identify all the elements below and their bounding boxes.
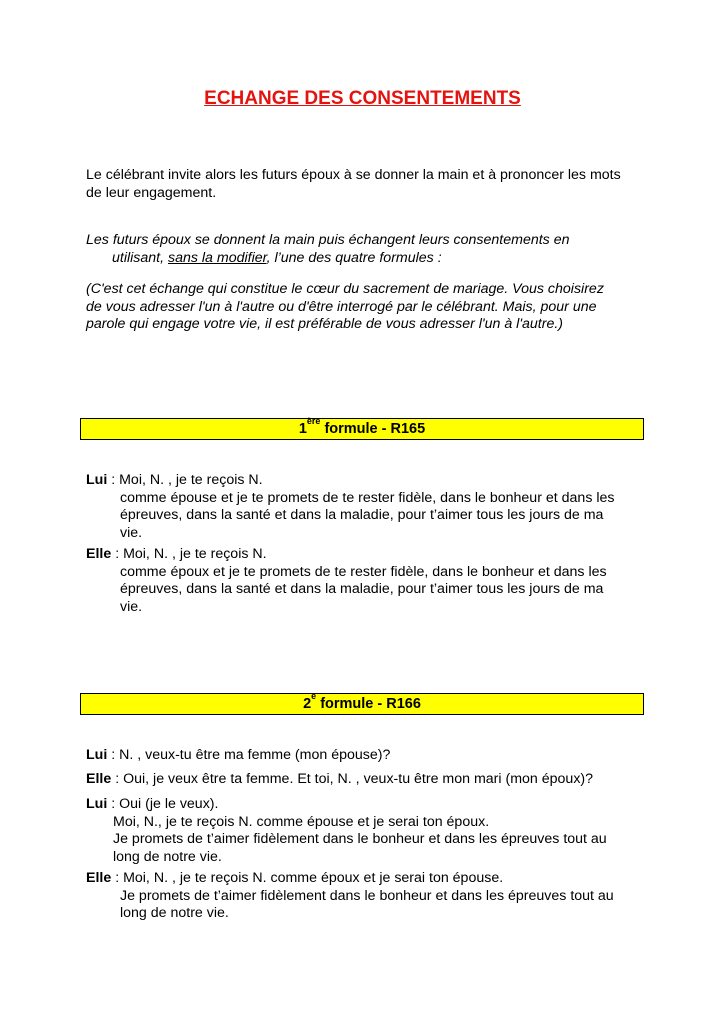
- formula1-sup: ère: [306, 416, 321, 426]
- dialogue-line: [86, 796, 218, 814]
- formula2-sup: e: [311, 691, 317, 701]
- line-text: long de notre vie.: [113, 848, 222, 865]
- line-text: : N. , veux-tu être ma femme (mon épouse)?: [107, 747, 391, 763]
- instruction-line: Les futurs époux se donnent la main puis échangent leurs consentements en: [86, 232, 570, 248]
- speaker-elle: Elle: [86, 546, 112, 562]
- dialogue-line: [86, 747, 390, 765]
- instruction-paragraph: [86, 232, 569, 267]
- lui-line: [86, 472, 263, 490]
- formula1-label: formule - R165: [320, 421, 426, 437]
- instruction-underlined: sans la modifier: [168, 249, 267, 266]
- formula2-body: [86, 747, 666, 927]
- line-text: : Moi, N. , je te reçois N.: [111, 546, 267, 562]
- line-text: comme épouse et je te promets de te rester fidèle, dans le bonheur et dans les: [120, 489, 615, 506]
- line-text: : Oui (je le veux).: [107, 796, 219, 812]
- intro-paragraph: [86, 167, 621, 202]
- line-text: : Oui, je veux être ta femme. Et toi, N. , veux-tu être mon mari (mon époux)?: [111, 771, 594, 787]
- line-text: long de notre vie.: [120, 905, 229, 921]
- dialogue-line: [86, 870, 503, 888]
- speaker-elle: Elle: [86, 771, 112, 787]
- line-text: : Moi, N. , je te reçois N. comme époux et je serai ton épouse.: [111, 870, 504, 886]
- formula2-number: 2: [303, 696, 312, 712]
- line-text: : Moi, N. , je te reçois N.: [107, 472, 263, 488]
- formula2-header: [80, 693, 644, 715]
- dialogue-line: [86, 771, 593, 789]
- instruction-text: , l’une des quatre formules :: [266, 249, 442, 266]
- instruction-text: utilisant,: [112, 249, 168, 266]
- page-title: ECHANGE DES CONSENTEMENTS: [204, 88, 521, 109]
- instruction-line: [86, 250, 569, 268]
- formula1-number: 1: [298, 421, 307, 437]
- line-text: vie.: [120, 598, 143, 615]
- line-text: Je promets de t’aimer fidèlement dans le bonheur et dans les épreuves tout au: [120, 887, 614, 904]
- intro-line: Le célébrant invite alors les futurs époux à se donner la main et à prononcer les mots: [86, 167, 621, 183]
- speaker-elle: Elle: [86, 870, 112, 886]
- speaker-lui: Lui: [86, 747, 108, 763]
- line-text: Je promets de t’aimer fidèlement dans le bonheur et dans les épreuves tout au: [113, 831, 607, 847]
- note-line: de vous adresser l'un à l'autre ou d'être interrogé par le célébrant. Mais, pour une: [86, 298, 597, 315]
- formula1-body: [86, 472, 666, 622]
- line-text: comme époux et je te promets de te rester fidèle, dans le bonheur et dans les: [120, 563, 607, 580]
- line-text: épreuves, dans la santé et dans la maladie, pour t’aimer tous les jours de ma: [120, 581, 604, 597]
- line-text: Moi, N., je te reçois N. comme épouse et je serai ton époux.: [113, 813, 490, 830]
- formula2-label: formule - R166: [316, 696, 421, 712]
- speaker-lui: Lui: [86, 472, 108, 488]
- speaker-lui: Lui: [86, 796, 108, 812]
- note-line: parole qui engage votre vie, il est préférable de vous adresser l'un à l'autre.): [86, 316, 564, 332]
- note-line: (C'est cet échange qui constitue le cœur du sacrement de mariage. Vous choisirez: [86, 281, 604, 297]
- formula1-header: [80, 418, 644, 440]
- note-paragraph: [86, 281, 604, 334]
- elle-line: [86, 546, 267, 564]
- line-text: vie.: [120, 524, 143, 541]
- line-text: épreuves, dans la santé et dans la maladie, pour t’aimer tous les jours de ma: [120, 507, 604, 523]
- intro-line: de leur engagement.: [86, 184, 217, 201]
